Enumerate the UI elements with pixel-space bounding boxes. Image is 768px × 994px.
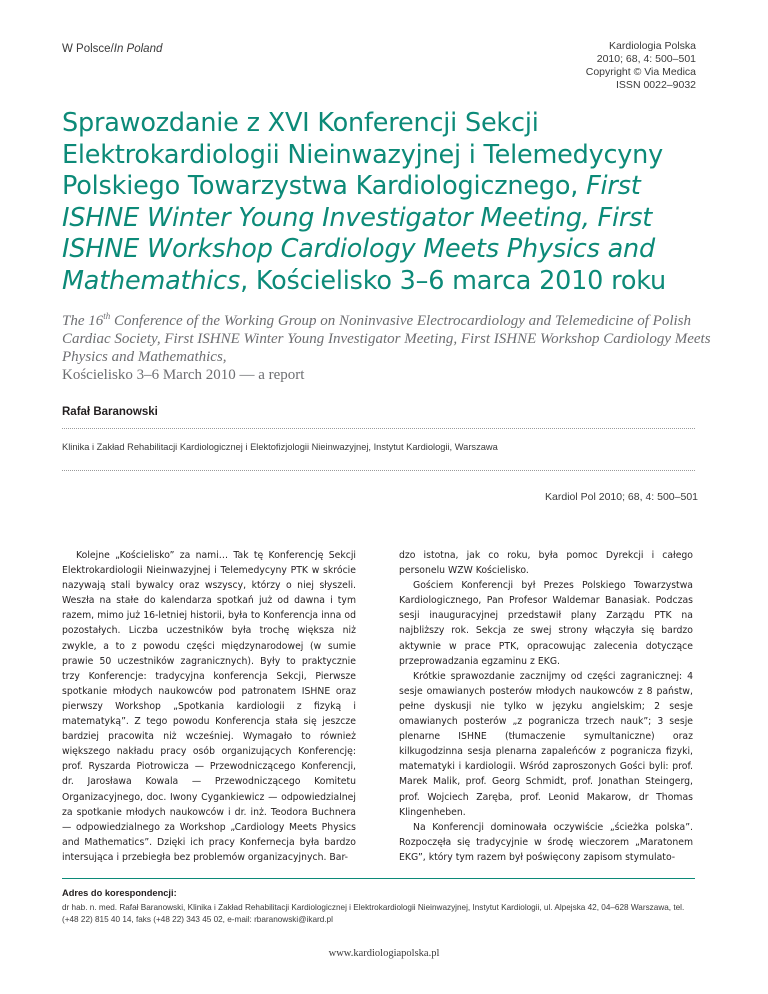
section-label-pl: W Polsce/: [62, 43, 114, 55]
correspondence-divider: [62, 878, 695, 879]
divider-affiliation: [62, 470, 695, 471]
journal-name: Kardiologia Polska: [609, 40, 696, 52]
body-paragraph: Na Konferencji dominowała oczywiście „ścieżka polska”. Rozpoczęła się tradycyjnie w środę wieczorem „Maratonem EKG”, który tym razem był poświęcony zapisom stymulato-: [399, 821, 693, 863]
subtitle-end: Kościelisko 3–6 March 2010 — a report: [62, 367, 305, 383]
journal-copyright: Copyright © Via Medica: [585, 66, 696, 78]
citation: Kardiol Pol 2010; 68, 4: 500–501: [545, 491, 698, 503]
section-label: [62, 43, 162, 55]
title-part-2: First ISHNE Winter Young Investigator Meeting, First ISHNE Workshop Cardiology Meets Physics and Mathemathics: [62, 171, 655, 296]
title-part-3: , Kościelisko 3–6 marca 2010 roku: [240, 265, 666, 296]
subtitle-post: Conference of the Working Group on Noninvasive Electrocardiology and Telemedicine of Polish Cardiac Society, First ISHNE Winter Young Investigator Meeting, First ISHNE Workshop Cardiology Meets Physics and Mathemathics,: [62, 313, 711, 365]
correspondence-address: dr hab. n. med. Rafał Baranowski, Klinika i Zakład Rehabilitacji Kardiologicznej i Elektrokardiologii Nieinwazyjnej, Instytut Kardiologii, ul. Alpejska 42, 04–628 Warszawa, tel. (+48 22) 815 40 14, faks (+48 22) 343 45 02, e-mail: rbaranowski@ikard.pl: [62, 903, 685, 924]
title-part-1: Sprawozdanie z XVI Konferencji Sekcji Elektrokardiologii Nieinwazyjnej i Telemedycyny Polskiego Towarzystwa Kardiologicznego,: [62, 108, 664, 201]
subtitle-sup: th: [103, 311, 111, 321]
divider-author: [62, 428, 695, 429]
body-paragraph: Gościem Konferencji był Prezes Polskiego Towarzystwa Kardiologicznego, Pan Profesor Waldemar Banasiak. Podczas sesji inauguracyjnej przedstawił plany Zarządu PTK na najbliższy rok. Sekcja ze swej strony włączyła się bardzo aktywnie w prace PTK, opracowując zalecenia dotyczące przeprowadzania egzaminu z EKG.: [399, 580, 693, 667]
correspondence-title: Adres do korespondencji:: [62, 888, 177, 898]
article-subtitle: [62, 307, 722, 384]
journal-info: [586, 40, 696, 92]
body-paragraph: Kolejne „Kościelisko” za nami… Tak tę Konferencję Sekcji Elektrokardiologii Nieinwazyjnej i Telemedycyny PTK w skrócie nazywają stali bywalcy oraz wszyscy, którzy o niej słyszeli. Weszła na stałe do kalendarza spotkań już od dawna i tym razem, mimo już 16-letniej historii, była to Konferencja inna od pozostałych. Liczba uczestników była trochę większa niż zwykle, a to z powodu części międzynarodowej (w sumie prawie 50 uczestników zagranicznych). Były to praktycznie trzy Konferencje: tradycyjna konferencja Sekcji, Pierwsze spotkanie młodych naukowców pod patronatem ISHNE oraz pierwszy Workshop „Spotkania kardiologii z fizyką i matematyką”. Z tego powodu Konferencja stała się jeszcze bardziej pracowita niż wcześniej. Wymagało to również większego nakładu pracy osób organizujących Konferencję: prof. Ryszarda Piotrowicza — Przewodniczącego Konferencji, dr. Jarosława Kowala — Przewodniczącego Komitetu Organizacyjnego, doc. Iwony Cygankiewicz — odpowiedzialnej za spotkanie młodych naukowców i dr. inż. Teodora Buchnera — odpowiedzialnego za Workshop „Cardiology Meets Physics and Mathematics”. Dzięki ich pracy Konfernecja była bardzo intersująca i przebiegła bez problemów organizacyjnych. Bar-: [62, 550, 356, 863]
body-column-right: [399, 548, 693, 865]
author-name: Rafał Baranowski: [62, 406, 158, 418]
article-title: [62, 108, 712, 297]
body-column-left: [62, 548, 356, 865]
body-paragraph: dzo istotna, jak co roku, była pomoc Dyrekcji i całego personelu WZW Kościelisko.: [399, 550, 693, 577]
journal-issn: ISSN 0022–9032: [616, 79, 696, 91]
author-affiliation: Klinika i Zakład Rehabilitacji Kardiologicznej i Elektofizjologii Nieinwazyjnej, Instytut Kardiologii, Warszawa: [62, 442, 498, 452]
section-label-en: In Poland: [113, 43, 163, 55]
body-paragraph: Krótkie sprawozdanie zacznijmy od części zagranicznej: 4 sesje omawianych posterów młodych naukowców z 8 państw, pełne dyskusji nie tylko w języku angielskim; 2 sesje omawianych posterów „z pogranicza trzech nauk”; 3 sesje plenarne ISHNE (tłumaczenie symultaniczne) oraz kilkugodzinna sesja plenarna zapaleńców z pogranicza fizyki, matematyki i kardiologii. Wśród zaproszonych Gości byli: prof. Marek Malik, prof. Georg Schmidt, prof. Jonathan Steingerg, prof. Wojciech Zaręba, prof. Leonid Makarow, dr Thomas Klingenheben.: [399, 670, 693, 818]
journal-website: www.kardiologiapolska.pl: [328, 948, 440, 959]
subtitle-pre: The 16: [62, 313, 104, 329]
journal-volume: 2010; 68, 4: 500–501: [596, 53, 696, 65]
